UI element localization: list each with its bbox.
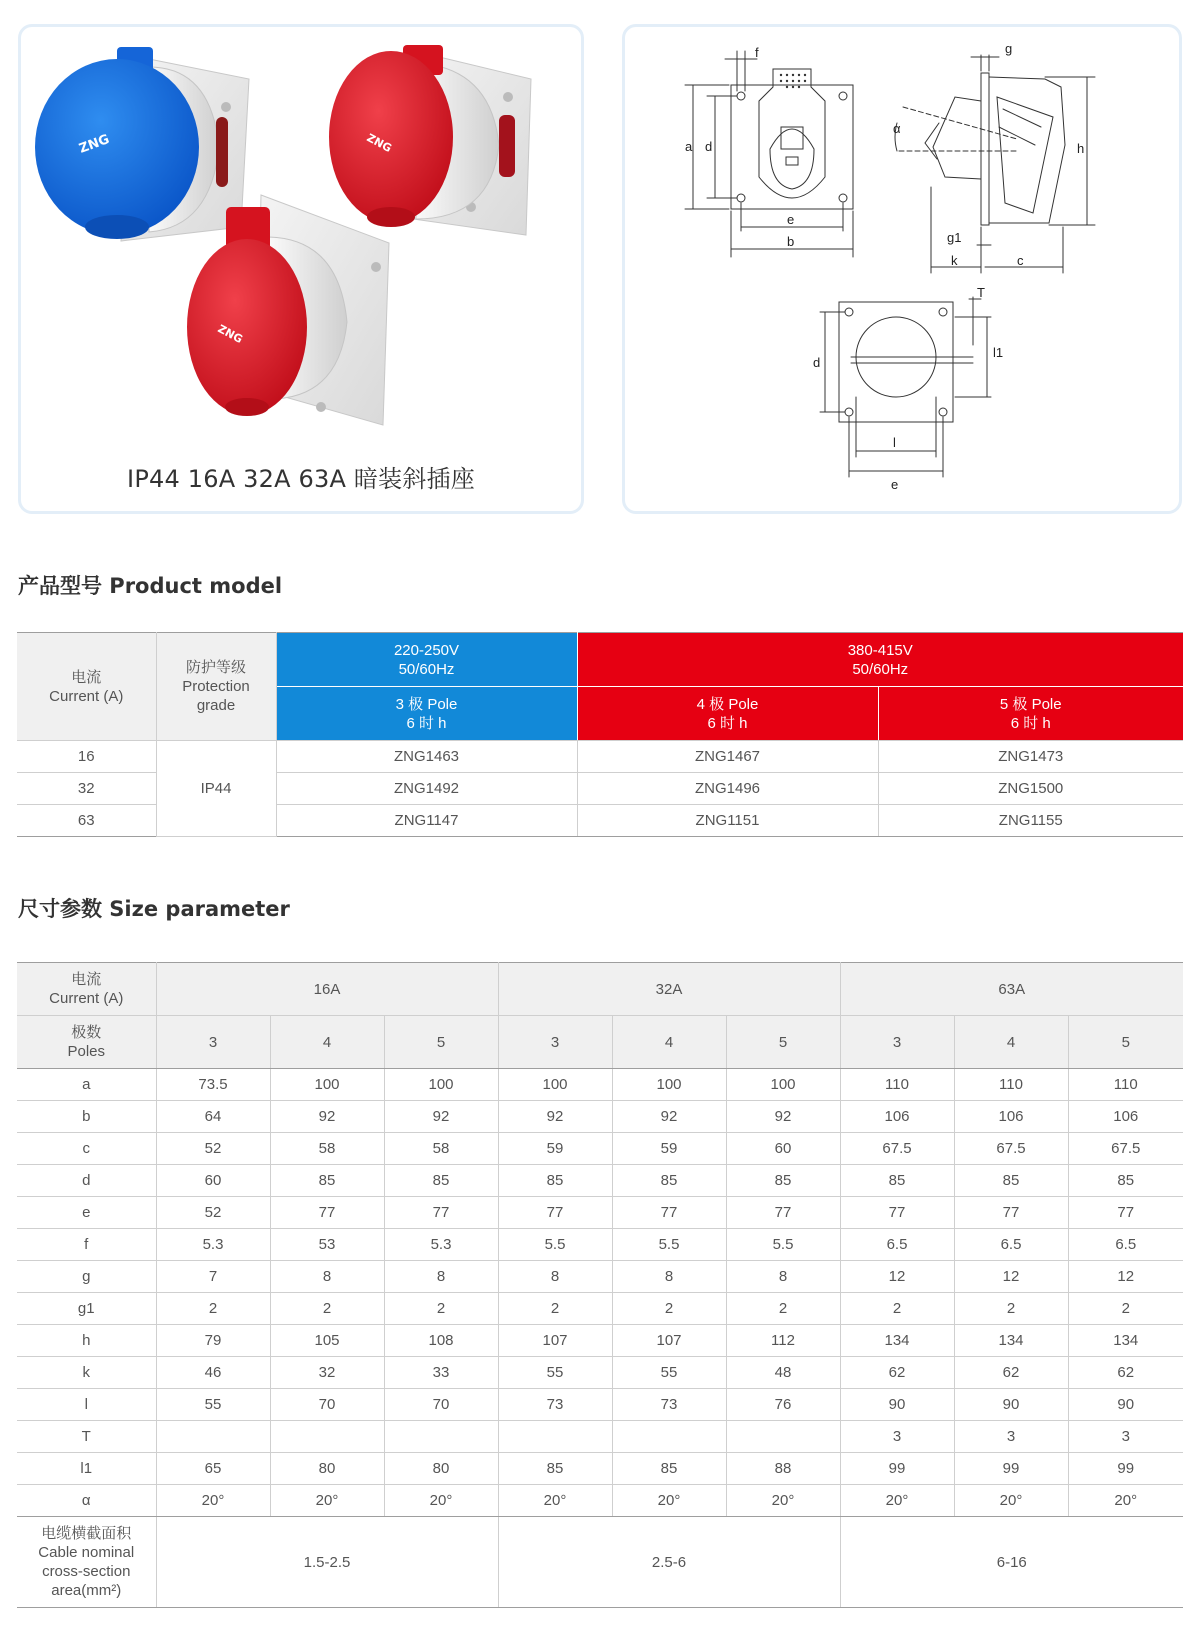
dimension-label-cell: h <box>17 1325 156 1357</box>
dimension-label-cell: c <box>17 1133 156 1165</box>
dimension-value-cell: 77 <box>840 1197 954 1229</box>
table-row <box>17 1261 1183 1293</box>
header-pole-4 <box>577 687 878 741</box>
dimension-value-cell: 48 <box>726 1357 840 1389</box>
dimension-value-cell: 92 <box>498 1101 612 1133</box>
table-row <box>17 1293 1183 1325</box>
dimension-value-cell: 20° <box>726 1485 840 1517</box>
dimension-value-cell: 90 <box>954 1389 1068 1421</box>
size-header-current <box>17 963 156 1016</box>
dim-label-e: e <box>787 212 795 227</box>
dimension-value-cell: 77 <box>270 1197 384 1229</box>
dim-label-g1: g1 <box>947 230 962 245</box>
dimension-value-cell: 79 <box>156 1325 270 1357</box>
dimension-value-cell: 110 <box>840 1069 954 1101</box>
dimension-value-cell: 8 <box>726 1261 840 1293</box>
poles-header-cell: 3 <box>840 1016 954 1069</box>
dimension-value-cell: 77 <box>954 1197 1068 1229</box>
dimension-value-cell: 100 <box>270 1069 384 1101</box>
dimension-value-cell: 70 <box>270 1389 384 1421</box>
dimension-value-cell: 99 <box>840 1453 954 1485</box>
dimension-value-cell: 6.5 <box>954 1229 1068 1261</box>
cutout-view-drawing <box>820 297 991 477</box>
dimension-value-cell: 62 <box>1068 1357 1183 1389</box>
dimension-value-cell: 20° <box>498 1485 612 1517</box>
dimension-value-cell <box>612 1421 726 1453</box>
model-p4-cell: ZNG1467 <box>577 741 878 773</box>
dimension-value-cell <box>384 1421 498 1453</box>
poles-header-cell: 3 <box>498 1016 612 1069</box>
dimension-value-cell: 3 <box>954 1421 1068 1453</box>
header-voltage-low-label: 220-250V 50/60Hz <box>393 641 460 678</box>
dimension-label-cell: g <box>17 1261 156 1293</box>
dimension-value-cell: 85 <box>726 1165 840 1197</box>
dimension-label-cell: k <box>17 1357 156 1389</box>
dimension-value-cell: 85 <box>612 1453 726 1485</box>
dimension-value-cell: 65 <box>156 1453 270 1485</box>
dimension-value-cell: 2 <box>270 1293 384 1325</box>
table-row <box>17 1229 1183 1261</box>
dimension-value-cell: 58 <box>384 1133 498 1165</box>
header-protection <box>156 633 276 741</box>
dimension-value-cell: 85 <box>384 1165 498 1197</box>
dimension-value-cell: 7 <box>156 1261 270 1293</box>
dimension-value-cell: 110 <box>954 1069 1068 1101</box>
dimension-value-cell: 105 <box>270 1325 384 1357</box>
socket-photos <box>21 27 581 447</box>
dimension-value-cell: 90 <box>1068 1389 1183 1421</box>
dimension-value-cell: 100 <box>498 1069 612 1101</box>
dimension-value-cell: 64 <box>156 1101 270 1133</box>
poles-header-cell: 3 <box>156 1016 270 1069</box>
dimension-value-cell: 55 <box>498 1357 612 1389</box>
dim-label-h: h <box>1077 141 1085 156</box>
dimension-value-cell: 2 <box>840 1293 954 1325</box>
dimension-value-cell: 106 <box>840 1101 954 1133</box>
dimension-label-cell: α <box>17 1485 156 1517</box>
poles-header-cell: 4 <box>270 1016 384 1069</box>
dimension-value-cell: 58 <box>270 1133 384 1165</box>
dimension-value-cell: 5.5 <box>726 1229 840 1261</box>
dimension-value-cell: 2 <box>156 1293 270 1325</box>
product-photo-panel <box>18 24 584 514</box>
dimension-value-cell: 77 <box>726 1197 840 1229</box>
dimension-value-cell: 60 <box>156 1165 270 1197</box>
dim-label-d: d <box>705 139 713 154</box>
dimension-value-cell: 85 <box>840 1165 954 1197</box>
table-row <box>17 1421 1183 1453</box>
dimension-value-cell: 2 <box>954 1293 1068 1325</box>
table-row <box>17 1325 1183 1357</box>
dimension-drawing <box>625 27 1179 511</box>
dimension-value-cell <box>726 1421 840 1453</box>
dimension-label-cell: b <box>17 1101 156 1133</box>
model-p5-cell: ZNG1500 <box>878 773 1183 805</box>
dimension-value-cell: 55 <box>612 1357 726 1389</box>
dimension-value-cell: 85 <box>498 1453 612 1485</box>
dimension-value-cell: 80 <box>270 1453 384 1485</box>
dimension-value-cell: 20° <box>954 1485 1068 1517</box>
table-row <box>17 1101 1183 1133</box>
table-row <box>17 1357 1183 1389</box>
dim-label-f: f <box>755 45 759 60</box>
header-current-label: 电流 Current (A) <box>49 668 124 705</box>
dim-label-T: T <box>977 285 985 300</box>
dimension-value-cell: 108 <box>384 1325 498 1357</box>
table-row <box>17 1453 1183 1485</box>
dim-label-l1: l1 <box>993 345 1004 360</box>
dimension-value-cell: 92 <box>384 1101 498 1133</box>
size-parameter-title: 尺寸参数 Size parameter <box>18 897 290 921</box>
dimension-value-cell: 112 <box>726 1325 840 1357</box>
side-view-drawing <box>895 55 1095 273</box>
size-header-poles-label: 极数 Poles <box>67 1024 106 1060</box>
dimension-value-cell: 46 <box>156 1357 270 1389</box>
header-pole-3 <box>276 687 577 741</box>
dimension-value-cell: 73 <box>612 1389 726 1421</box>
dimension-value-cell: 5.3 <box>384 1229 498 1261</box>
dim-label-e-cutout: e <box>891 477 899 492</box>
dimension-value-cell: 53 <box>270 1229 384 1261</box>
table-row <box>17 741 1183 773</box>
header-protection-label: 防护等级 Protection grade <box>182 659 250 714</box>
dimension-value-cell: 100 <box>726 1069 840 1101</box>
dimension-value-cell: 99 <box>954 1453 1068 1485</box>
dimension-value-cell: 2 <box>612 1293 726 1325</box>
cable-value-32a: 2.5-6 <box>498 1517 840 1608</box>
dimension-label-cell: l <box>17 1389 156 1421</box>
header-pole-4-label: 4 极 Pole 6 时 h <box>696 695 759 732</box>
size-header-poles <box>17 1016 156 1069</box>
dimension-value-cell: 67.5 <box>954 1133 1068 1165</box>
red-socket-logo-front: ZNG <box>215 322 245 346</box>
model-protection-cell: IP44 <box>156 741 276 837</box>
poles-header-cell: 5 <box>384 1016 498 1069</box>
dimension-value-cell: 20° <box>384 1485 498 1517</box>
dimension-value-cell: 100 <box>384 1069 498 1101</box>
header-voltage-high-label: 380-415V 50/60Hz <box>847 641 913 678</box>
table-row <box>17 1133 1183 1165</box>
technical-drawing-panel <box>622 24 1182 514</box>
size-group-32a: 32A <box>498 963 840 1016</box>
dim-label-b: b <box>787 234 795 249</box>
header-voltage-low <box>276 633 577 687</box>
dimension-value-cell: 8 <box>498 1261 612 1293</box>
red-socket-photo-large <box>329 45 531 235</box>
dimension-value-cell: 92 <box>270 1101 384 1133</box>
dimension-value-cell: 3 <box>840 1421 954 1453</box>
dimension-value-cell: 77 <box>498 1197 612 1229</box>
dimension-value-cell: 110 <box>1068 1069 1183 1101</box>
dimension-value-cell: 70 <box>384 1389 498 1421</box>
table-row <box>17 1069 1183 1101</box>
dimension-value-cell: 59 <box>498 1133 612 1165</box>
dimension-value-cell: 5.5 <box>612 1229 726 1261</box>
poles-header-cell: 5 <box>726 1016 840 1069</box>
dimension-value-cell: 77 <box>1068 1197 1183 1229</box>
size-header-current-label: 电流 Current (A) <box>49 971 124 1007</box>
size-group-16a: 16A <box>156 963 498 1016</box>
dimension-value-cell: 12 <box>1068 1261 1183 1293</box>
dimension-value-cell: 85 <box>612 1165 726 1197</box>
poles-header-cell: 4 <box>612 1016 726 1069</box>
dimension-value-cell: 73 <box>498 1389 612 1421</box>
red-socket-logo-large: ZNG <box>364 131 394 155</box>
dim-label-g: g <box>1005 41 1013 56</box>
dimension-value-cell: 5.3 <box>156 1229 270 1261</box>
dimension-value-cell: 92 <box>612 1101 726 1133</box>
dimension-value-cell: 8 <box>612 1261 726 1293</box>
dimension-value-cell: 62 <box>954 1357 1068 1389</box>
dimension-value-cell: 59 <box>612 1133 726 1165</box>
dimension-value-cell: 20° <box>612 1485 726 1517</box>
model-current-cell: 63 <box>17 805 156 837</box>
dimension-value-cell: 20° <box>840 1485 954 1517</box>
model-p5-cell: ZNG1473 <box>878 741 1183 773</box>
dim-label-d-cutout: d <box>813 355 821 370</box>
dimension-value-cell: 55 <box>156 1389 270 1421</box>
dimension-value-cell: 85 <box>1068 1165 1183 1197</box>
dimension-value-cell: 67.5 <box>840 1133 954 1165</box>
product-model-title: 产品型号 Product model <box>18 574 283 598</box>
blue-socket-photo <box>35 47 249 241</box>
cable-label: 电缆横截面积 Cable nominal cross-section area(mm²) <box>38 1525 135 1599</box>
model-p4-cell: ZNG1151 <box>577 805 878 837</box>
dimension-label-cell: f <box>17 1229 156 1261</box>
dimension-value-cell: 107 <box>612 1325 726 1357</box>
cable-label-cell <box>17 1517 156 1608</box>
model-p5-cell: ZNG1155 <box>878 805 1183 837</box>
header-voltage-high <box>577 633 1183 687</box>
size-group-63a: 63A <box>840 963 1183 1016</box>
dimension-value-cell: 2 <box>384 1293 498 1325</box>
dimension-value-cell: 6.5 <box>1068 1229 1183 1261</box>
product-caption: IP44 16A 32A 63A 暗装斜插座 <box>127 465 475 493</box>
dimension-value-cell: 20° <box>1068 1485 1183 1517</box>
size-table-body <box>17 1069 1183 1517</box>
dimension-value-cell <box>270 1421 384 1453</box>
dimension-value-cell: 90 <box>840 1389 954 1421</box>
table-row <box>17 1197 1183 1229</box>
dimension-value-cell: 52 <box>156 1197 270 1229</box>
dimension-value-cell: 12 <box>954 1261 1068 1293</box>
dimension-value-cell: 6.5 <box>840 1229 954 1261</box>
model-current-cell: 32 <box>17 773 156 805</box>
dimension-value-cell: 107 <box>498 1325 612 1357</box>
dimension-value-cell: 2 <box>498 1293 612 1325</box>
product-model-table <box>17 632 1183 837</box>
dimension-value-cell: 85 <box>954 1165 1068 1197</box>
dimension-value-cell <box>156 1421 270 1453</box>
dimension-value-cell: 106 <box>1068 1101 1183 1133</box>
poles-header-cell: 4 <box>954 1016 1068 1069</box>
cable-row <box>17 1517 1183 1608</box>
dimension-value-cell: 134 <box>954 1325 1068 1357</box>
dimension-label-cell: e <box>17 1197 156 1229</box>
dimension-value-cell: 106 <box>954 1101 1068 1133</box>
dimension-value-cell: 2 <box>726 1293 840 1325</box>
dimension-value-cell: 77 <box>384 1197 498 1229</box>
dimension-value-cell: 52 <box>156 1133 270 1165</box>
model-p4-cell: ZNG1496 <box>577 773 878 805</box>
dimension-value-cell: 8 <box>384 1261 498 1293</box>
dim-label-l: l <box>893 435 896 450</box>
model-p3-cell: ZNG1463 <box>276 741 577 773</box>
dim-label-a: a <box>685 139 693 154</box>
model-current-cell: 16 <box>17 741 156 773</box>
dimension-value-cell: 20° <box>270 1485 384 1517</box>
table-row <box>17 1389 1183 1421</box>
dimension-value-cell: 134 <box>840 1325 954 1357</box>
dimension-value-cell: 8 <box>270 1261 384 1293</box>
dimension-value-cell: 92 <box>726 1101 840 1133</box>
cable-value-63a: 6-16 <box>840 1517 1183 1608</box>
dimension-value-cell <box>498 1421 612 1453</box>
table-row <box>17 1485 1183 1517</box>
dimension-value-cell: 12 <box>840 1261 954 1293</box>
dimension-value-cell: 32 <box>270 1357 384 1389</box>
header-pole-5 <box>878 687 1183 741</box>
dimension-value-cell: 134 <box>1068 1325 1183 1357</box>
dimension-value-cell: 100 <box>612 1069 726 1101</box>
dimension-value-cell: 73.5 <box>156 1069 270 1101</box>
poles-header-cell: 5 <box>1068 1016 1183 1069</box>
dim-label-c: c <box>1017 253 1024 268</box>
dimension-value-cell: 67.5 <box>1068 1133 1183 1165</box>
dimension-value-cell: 2 <box>1068 1293 1183 1325</box>
dimension-value-cell: 33 <box>384 1357 498 1389</box>
blue-socket-logo: ZNG <box>77 132 112 157</box>
header-pole-5-label: 5 极 Pole 6 时 h <box>999 695 1062 732</box>
dimension-value-cell: 85 <box>498 1165 612 1197</box>
header-pole-3-label: 3 极 Pole 6 时 h <box>395 695 458 732</box>
model-p3-cell: ZNG1492 <box>276 773 577 805</box>
model-p3-cell: ZNG1147 <box>276 805 577 837</box>
front-view-vent-dots <box>780 74 806 88</box>
dimension-value-cell: 88 <box>726 1453 840 1485</box>
front-view-drawing <box>685 51 853 257</box>
dimension-value-cell: 62 <box>840 1357 954 1389</box>
dimension-value-cell: 77 <box>612 1197 726 1229</box>
dimension-label-cell: g1 <box>17 1293 156 1325</box>
dimension-label-cell: l1 <box>17 1453 156 1485</box>
cable-value-16a: 1.5-2.5 <box>156 1517 498 1608</box>
dimension-value-cell: 60 <box>726 1133 840 1165</box>
header-current <box>17 633 156 741</box>
dimension-label-cell: a <box>17 1069 156 1101</box>
dim-label-k: k <box>951 253 958 268</box>
dimension-value-cell: 5.5 <box>498 1229 612 1261</box>
table-row <box>17 1165 1183 1197</box>
dim-label-alpha: α <box>893 121 901 136</box>
size-parameter-table <box>17 962 1183 1608</box>
dimension-value-cell: 80 <box>384 1453 498 1485</box>
dimension-label-cell: d <box>17 1165 156 1197</box>
dimension-value-cell: 76 <box>726 1389 840 1421</box>
dimension-value-cell: 20° <box>156 1485 270 1517</box>
dimension-value-cell: 85 <box>270 1165 384 1197</box>
dimension-value-cell: 99 <box>1068 1453 1183 1485</box>
dimension-label-cell: T <box>17 1421 156 1453</box>
dimension-value-cell: 3 <box>1068 1421 1183 1453</box>
